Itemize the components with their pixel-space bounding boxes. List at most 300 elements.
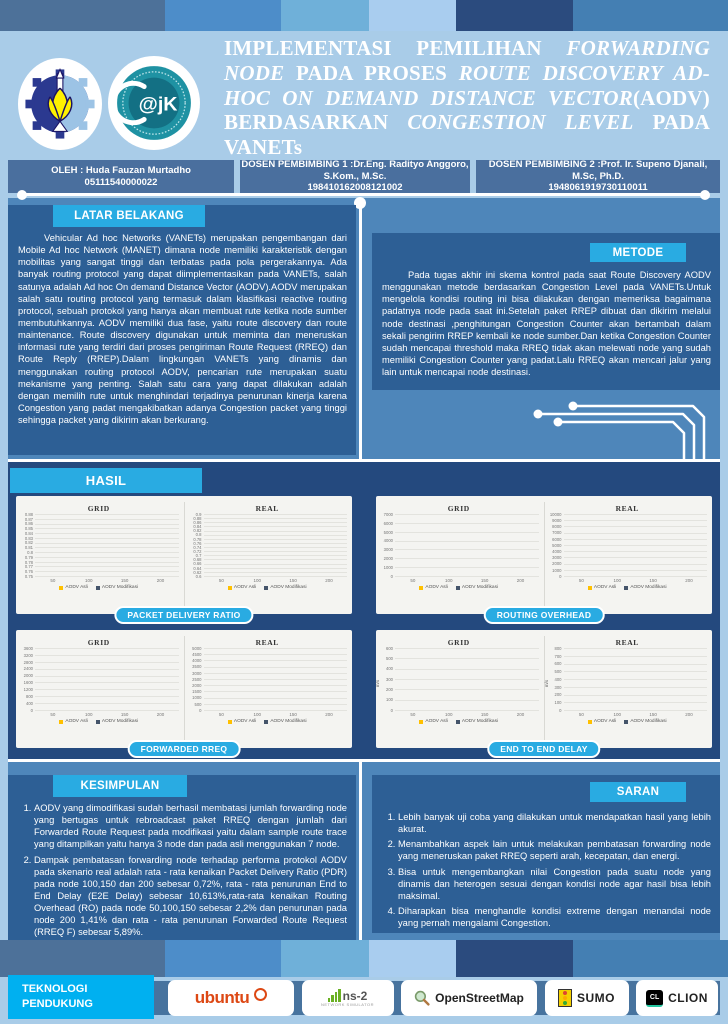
legend-item: AODV Asli (59, 719, 87, 724)
y-tick-label: 0 (199, 707, 202, 713)
gridline (35, 566, 179, 567)
legend-chip (624, 720, 628, 724)
y-tick-label: 4000 (383, 538, 393, 544)
ubuntu-logo (168, 980, 294, 1016)
its-logo (18, 58, 102, 150)
y-tick-label: 0.88 (24, 511, 33, 517)
gridline (35, 543, 179, 544)
y-tick-label: 3000 (192, 670, 202, 676)
y-tick-label: 5000 (383, 529, 393, 535)
legend-item: AODV Modifikasi (624, 585, 666, 590)
y-tick-label: 9000 (552, 518, 562, 523)
mini-chart-grid (376, 502, 544, 614)
section-latar-belakang (8, 205, 356, 455)
title-segment: PADA VANETs (224, 110, 711, 160)
bottom-decorative-strip (0, 940, 728, 977)
x-tick-label: 150 (649, 578, 657, 583)
strip-segment (0, 0, 165, 31)
legend-item: AODV Modifikasi (264, 719, 306, 724)
y-tick-label: 0.62 (193, 569, 202, 575)
gridline (564, 576, 708, 577)
kesimpulan-list (8, 802, 356, 939)
x-tick-label: 150 (289, 578, 297, 583)
y-tick-label: 300 (386, 676, 393, 682)
y-tick-label: 0.84 (24, 530, 33, 536)
y-tick-label: 400 (554, 676, 562, 682)
y-tick-label: 7000 (383, 511, 393, 517)
y-tick-label: 500 (194, 701, 202, 707)
gridline (35, 576, 179, 577)
x-tick-label: 100 (613, 712, 622, 717)
title-segment: IMPLEMENTASI PEMILIHAN (224, 36, 567, 60)
gridline (35, 528, 179, 529)
ajk-logo-graphic (113, 61, 195, 145)
legend (19, 719, 179, 724)
gridline (564, 557, 708, 558)
x-tick-label: 50 (578, 712, 584, 717)
tech-label-line1: TEKNOLOGI (22, 983, 88, 996)
legend-chip (456, 720, 460, 724)
y-tick-label: 0.76 (24, 569, 33, 575)
legend-item: AODV Asli (228, 719, 256, 724)
mini-chart-title: GRID (447, 504, 470, 513)
legend (188, 585, 348, 590)
y-tick-label: 1000 (552, 567, 562, 573)
y-axis (379, 645, 395, 713)
ubuntu-wordmark: ubuntu (194, 988, 250, 1007)
legend-chip (264, 586, 268, 590)
gridline (564, 687, 708, 688)
x-tick-label: 50 (410, 712, 416, 717)
gridline (204, 691, 348, 692)
y-axis (188, 645, 204, 713)
traffic-light-icon (558, 989, 572, 1007)
y-tick-label: 0.7 (195, 553, 202, 559)
legend (379, 585, 539, 590)
y-axis (548, 511, 564, 579)
y-tick-label: 6000 (383, 520, 393, 526)
gridline (564, 533, 708, 534)
plot-area (204, 515, 348, 577)
y-tick-label: 0.74 (193, 544, 202, 550)
circuit-decoration (440, 393, 728, 459)
legend-item: AODV Asli (228, 585, 256, 590)
section-kesimpulan (8, 775, 356, 940)
gridline (564, 539, 708, 540)
x-tick-label: 50 (218, 578, 224, 583)
gridline (204, 660, 348, 661)
x-axis (564, 578, 708, 583)
y-tick-label: 0.76 (193, 540, 202, 546)
legend-chip (59, 586, 63, 590)
y-tick-label: 3600 (23, 645, 33, 651)
gridline (395, 567, 539, 568)
y-tick-label: 0 (390, 573, 393, 579)
y-tick-label: 0.8 (195, 532, 202, 538)
advisor1-id: 198410162008121002 (307, 182, 403, 194)
y-tick-label: 600 (386, 645, 393, 651)
plot-area (564, 515, 708, 577)
gridline (204, 543, 348, 544)
x-axis (395, 578, 539, 583)
gridline (204, 518, 348, 519)
gridline (564, 664, 708, 665)
strip-segment (456, 0, 573, 31)
gridline (35, 571, 179, 572)
gridline (564, 695, 708, 696)
y-tick-label: 2000 (23, 673, 33, 679)
y-tick-label: 6000 (552, 536, 562, 542)
metode-body: Pada tugas akhir ini skema kontrol pada saat Route Discovery AODV menggunakan metode berdasarkan Congestion Level pada VANETs.Untuk mengelola kondisi routing ini bisa dilakukan dengan memeriksa bagaimana padatnya node pada saat ini.Setelah paket RREP dibuat dan dikirim melalui node destinasi ,penghitungan Congestion Counter akan bertambah dalam sekali pengirim RREP kembali ke node sumber.Dan ketika Congestion Counter sudah mencapai threshold maka RREQ tidak akan melewati node yang sudah memiliki Congestion Counter yang padat.Lalu RREQ akan mencari jalur yang lain untuk mencapai node destinasi. (382, 270, 711, 378)
gridline (564, 564, 708, 565)
chart-end-to-end-delay (375, 630, 712, 754)
y-tick-label: 100 (386, 697, 393, 703)
gridline (35, 562, 179, 563)
x-tick-label: 150 (120, 712, 129, 717)
x-tick-label: 200 (156, 578, 165, 583)
y-tick-label: 1000 (383, 564, 393, 570)
y-tick-label: 2400 (23, 666, 33, 672)
chart-packet-delivery-ratio (16, 496, 352, 620)
y-tick-label: 500 (386, 656, 393, 662)
ns2-signal-icon (328, 989, 341, 1002)
divider-dot-left (17, 190, 27, 200)
gridline (35, 696, 179, 697)
tech-label-line2: PENDUKUNG (22, 998, 93, 1010)
x-tick-label: 50 (50, 712, 56, 717)
gridline (35, 655, 179, 656)
list-item: 2. Menambahkan aspek lain untuk melakukan pembatasan forwarding node yang meneruskan paket RREQ seperti arah, kecepatan, dan energi. (398, 838, 711, 862)
legend (548, 585, 708, 590)
y-tick-label: 0.86 (193, 520, 202, 526)
gridline (35, 710, 179, 711)
legend-chip (419, 586, 423, 590)
y-tick-label: 0.6 (195, 573, 202, 579)
y-tick-label: 0.66 (193, 561, 202, 567)
mini-chart-title: GRID (87, 638, 110, 647)
legend-item: AODV Modifikasi (264, 585, 306, 590)
chart-title-pill: ROUTING OVERHEAD (484, 606, 605, 624)
gridline (204, 564, 348, 565)
sumo-wordmark: SUMO (577, 991, 615, 1005)
gridline (35, 682, 179, 683)
advisor2-bar (476, 160, 720, 193)
strip-segment (165, 940, 281, 977)
legend-chip (624, 586, 628, 590)
legend-item: AODV Modifikasi (96, 585, 138, 590)
clion-wordmark: CLION (668, 991, 708, 1005)
x-tick-label: 150 (480, 578, 489, 583)
poster-title (224, 36, 710, 160)
ajk-lab-logo (108, 56, 200, 150)
list-item: 1. Lebih banyak uji coba yang dilakukan untuk mendapatkan hasil yang lebih akurat. (398, 811, 711, 835)
gridline (564, 570, 708, 571)
tech-support-label (8, 975, 154, 1019)
mini-chart-title: REAL (255, 504, 279, 513)
title-segment: CONGESTION LEVEL (407, 110, 634, 135)
y-tick-label: 0.88 (193, 515, 202, 521)
mini-chart-title: REAL (255, 638, 279, 647)
gridline (564, 551, 708, 552)
x-tick-label: 50 (578, 578, 584, 583)
ubuntu-circle-icon (254, 988, 267, 1001)
plot-area (395, 515, 539, 577)
gridline (564, 520, 708, 521)
x-tick-label: 100 (85, 712, 93, 717)
y-tick-label: 0.84 (193, 524, 202, 530)
gridline (35, 676, 179, 677)
gridline (564, 526, 708, 527)
ns2-subtitle: NETWORK SIMULATOR (320, 1002, 375, 1007)
legend-chip (96, 720, 100, 724)
chart-routing-overhead (376, 496, 712, 620)
mini-chart-grid (376, 636, 544, 748)
gridline (395, 558, 539, 559)
y-tick-label: 3200 (23, 652, 33, 658)
openstreetmap-logo (401, 980, 537, 1016)
y-axis (19, 645, 35, 713)
plot-area (35, 515, 179, 577)
legend-chip (228, 720, 232, 724)
gridline (204, 679, 348, 680)
y-tick-label: 0.82 (193, 528, 202, 534)
list-item: 2. Dampak pembatasan forwarding node terhadap performa protokol AODV pada skenario real adalah rata - rata kenaikan Packet Delivery Ratio (PDR) pada node 100,150 dan 200 sebesar 0,72%, rata - rata penurunan End to End Delay (E2E Delay) sebesar 10,613%,rata-rata kenaikan Routing Overhead (RO) pada node 50,100,150 sebesar 2,2% dan penurunan pada node 200 1,41% dan rata - rata penurunan Forwarded Route Request (RREQ F) sebesar 5,89%. (34, 854, 347, 939)
gridline (204, 685, 348, 686)
legend-item: AODV Asli (419, 719, 447, 724)
y-tick-label: 0 (390, 707, 393, 713)
strip-segment (281, 940, 369, 977)
legend-chip (59, 720, 63, 724)
legend (548, 719, 708, 724)
gridline (564, 671, 708, 672)
gridline (395, 689, 539, 690)
author-id: 05111540000022 (84, 176, 158, 188)
y-tick-label: 5000 (192, 645, 202, 651)
y-tick-label: 3000 (383, 547, 393, 553)
gridline (35, 648, 179, 649)
legend-item: AODV Modifikasi (456, 719, 498, 724)
y-tick-label: 200 (554, 692, 562, 698)
gridline (204, 704, 348, 705)
gridline (395, 523, 539, 524)
gridline (204, 535, 348, 536)
x-tick-label: 100 (613, 578, 622, 583)
y-axis-label: m/s (375, 679, 381, 687)
x-tick-label: 100 (253, 712, 262, 717)
gridline (564, 710, 708, 711)
y-tick-label: 700 (554, 653, 562, 659)
divider-dot-right (700, 190, 710, 200)
gridline (395, 541, 539, 542)
mini-chart-title: GRID (87, 504, 110, 513)
legend (188, 719, 348, 724)
gridline (395, 532, 539, 533)
gridline (204, 522, 348, 523)
plot-area (35, 649, 179, 711)
y-tick-label: 0.8 (27, 549, 33, 555)
y-axis-label: m/s (543, 679, 549, 687)
x-tick-label: 50 (218, 712, 224, 717)
gridline (204, 673, 348, 674)
strip-segment (456, 940, 573, 977)
x-tick-label: 200 (325, 712, 333, 717)
y-tick-label: 0.68 (193, 557, 202, 563)
list-item: 4. Diharapkan bisa menghandle kondisi extreme dengan menandai node yang pernah mengalami Congestion. (398, 905, 711, 929)
gridline (35, 557, 179, 558)
gridline (395, 648, 539, 649)
title-segment: FORWARDING NODE (224, 36, 710, 85)
y-tick-label: 1000 (192, 695, 202, 701)
advisor1-name: DOSEN PEMBIMBING 1 :Dr.Eng. Radityo Anggoro, S.Kom., M.Sc. (241, 158, 469, 182)
title-segment: PADA PROSES (284, 60, 459, 85)
gridline (564, 679, 708, 680)
legend-chip (456, 586, 460, 590)
y-tick-label: 0.75 (24, 573, 33, 579)
section-saran (372, 775, 720, 933)
y-axis (19, 511, 35, 579)
x-tick-label: 100 (85, 578, 93, 583)
x-tick-label: 200 (516, 578, 525, 583)
gridline (35, 538, 179, 539)
gridline (204, 667, 348, 668)
strip-segment (573, 940, 728, 977)
chart-title-pill: FORWARDED RREQ (128, 740, 241, 758)
advisor2-id: 1948061919730110011 (548, 182, 648, 194)
legend-item: AODV Asli (59, 585, 87, 590)
y-tick-label: 0.64 (193, 565, 202, 571)
y-tick-label: 2800 (23, 659, 33, 665)
gridline (204, 572, 348, 573)
advisor1-bar (240, 160, 470, 193)
mini-chart-real (544, 636, 713, 748)
ns2-wordmark: ns-2 (342, 989, 368, 1003)
gridline (204, 547, 348, 548)
gridline (35, 662, 179, 663)
y-tick-label: 0.82 (24, 540, 33, 546)
x-axis (564, 712, 708, 717)
x-tick-label: 50 (410, 578, 416, 583)
x-tick-label: 200 (156, 712, 165, 717)
gridline (35, 689, 179, 690)
y-axis (188, 511, 204, 579)
strip-segment (573, 0, 728, 31)
y-tick-label: 300 (554, 684, 562, 690)
legend-item: AODV Modifikasi (96, 719, 138, 724)
y-tick-label: 0.72 (193, 549, 202, 554)
y-tick-label: 10000 (549, 511, 562, 517)
legend-chip (588, 720, 592, 724)
y-tick-label: 500 (554, 669, 562, 675)
y-tick-label: 0.83 (24, 535, 33, 541)
y-tick-label: 2000 (383, 556, 393, 562)
x-axis (204, 712, 348, 717)
y-axis (548, 645, 564, 713)
legend-item: AODV Asli (588, 585, 616, 590)
y-tick-label: 2000 (552, 561, 562, 567)
legend-chip (419, 720, 423, 724)
x-tick-label: 50 (50, 578, 56, 583)
latar-belakang-body: Vehicular Ad hoc Networks (VANETs) merupakan pengembangan dari Mobile Ad hoc Network (MANET) dimana node memiliki karakteristik dengan mobilitas yang sangat tinggi dan terbatas pada pola pergerakannya. Ada banyak routing protocol yang dapat diimplementasikan pada VANETs, salah satunya adalah Ad hoc On demand Distance Vector (AODV).AODV merupakan salah satu routing protocol yang termasuk dalam klasifikasi reactive routing protocol, sebuah protokol yang hanya akan membuat rute ketika node sumber membutuhkannya. AODV memiliki dua fase, yaitu route discovery dan route maintenance. Route discovery digunakan untuk meminta dan meneruskan informasi rute yang terdiri dari proses pengiriman Route Request (RREQ) dan Route Reply (RREP).Dalam lingkungan VANETs yang dinamis dan menggunakan routing protocol AODV, pencarian rute merupakan suatu mekanisme yang penting. Salah satu cara yang dapat dilakukan adalah dengan memilih rute untuk menghindari terjadinya penurunan kinerja karena Congestion yang padat mengakibatkan adanya Congestion packet yang tinggi sehingga packet yang dikirim akan berkurang. (18, 233, 347, 426)
y-tick-label: 3500 (192, 664, 202, 670)
legend-chip (228, 586, 232, 590)
bottom-divider-line (359, 762, 362, 952)
x-axis (204, 578, 348, 583)
legend-chip (264, 720, 268, 724)
legend-chip (588, 586, 592, 590)
title-segment: (AODV) BERDASARKAN (224, 85, 710, 135)
plot-area (564, 649, 708, 711)
y-tick-label: 4500 (192, 652, 202, 657)
y-tick-label: 4000 (192, 658, 202, 664)
mini-chart-real (184, 636, 353, 748)
y-tick-label: 0.86 (24, 521, 33, 527)
y-tick-label: 0.87 (24, 516, 33, 522)
gridline (204, 710, 348, 711)
gridline (204, 555, 348, 556)
y-tick-label: 800 (554, 645, 562, 651)
legend-chip (96, 586, 100, 590)
y-axis (379, 511, 395, 579)
gridline (564, 545, 708, 546)
list-item: 3. Bisa untuk mengembangkan nilai Congestion pada suatu node yang dinamis dan heterogen sesuai dengan kondisi node agar hasil bisa lebih maksimal. (398, 866, 711, 902)
gridline (204, 698, 348, 699)
title-segment: ROUTE DISCOVERY AD-HOC ON DEMAND DISTANCE VECTOR (224, 60, 710, 110)
y-tick-label: 0.9 (195, 511, 202, 517)
list-item: 1. AODV yang dimodifikasi sudah berhasil membatasi jumlah forwarding node yang bertugas untuk rebroadcast paket RREQ dengan jumlah dari Forwarded Route Request pada modifikasi yaitu dalam sample route trace yang ditampilkan yaitu hanya 3 node dan pada asli menggunakan 7 node. (34, 802, 347, 851)
gridline (564, 648, 708, 649)
header-divider-line (22, 193, 706, 196)
gridline (204, 559, 348, 560)
gridline (204, 551, 348, 552)
gridline (204, 648, 348, 649)
author-bar (8, 160, 234, 193)
y-tick-label: 0.78 (193, 536, 202, 542)
metode-heading: METODE (590, 243, 686, 262)
saran-heading: SARAN (590, 782, 686, 802)
gridline (564, 702, 708, 703)
gridline (564, 656, 708, 657)
y-tick-label: 8000 (552, 524, 562, 530)
gridline (395, 549, 539, 550)
gridline (395, 576, 539, 577)
hasil-heading: HASIL (10, 468, 202, 493)
clion-logo (636, 980, 718, 1016)
legend-item: AODV Asli (588, 719, 616, 724)
gridline (204, 654, 348, 655)
x-tick-label: 200 (516, 712, 525, 717)
y-tick-label: 0 (30, 707, 33, 713)
author-name: OLEH : Huda Fauzan Murtadho (51, 164, 191, 176)
saran-list (372, 811, 720, 929)
mini-chart-title: REAL (615, 638, 639, 647)
mini-chart-title: REAL (615, 504, 639, 513)
y-tick-label: 2500 (192, 676, 202, 682)
plot-area (395, 649, 539, 711)
gridline (204, 576, 348, 577)
y-tick-label: 0.85 (24, 526, 33, 532)
gridline (395, 710, 539, 711)
column-divider-line (359, 199, 362, 459)
gridline (204, 568, 348, 569)
gridline (204, 539, 348, 540)
x-tick-label: 100 (445, 578, 453, 583)
x-tick-label: 100 (445, 712, 453, 717)
clion-icon: CL (646, 990, 663, 1007)
legend (379, 719, 539, 724)
gridline (395, 669, 539, 670)
gridline (35, 524, 179, 525)
strip-segment (165, 0, 281, 31)
